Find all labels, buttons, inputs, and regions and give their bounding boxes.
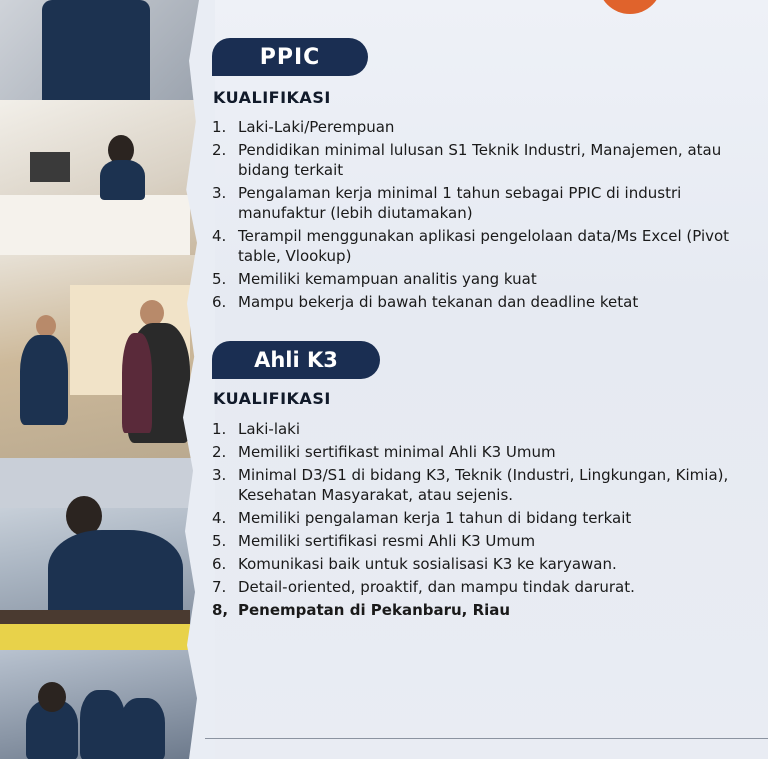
item-text: Pengalaman kerja minimal 1 tahun sebagai PPIC di industri manufaktur (lebih diutamakan) [238,184,682,222]
item-number: 5. [212,532,227,550]
item-text: Memiliki sertifikasi resmi Ahli K3 Umum [238,532,536,550]
item-number: 6. [212,293,227,311]
item-text: Detail-oriented, proaktif, dan mampu tindak darurat. [238,578,635,596]
list-item [212,442,742,462]
item-text: Komunikasi baik untuk sosialisasi K3 ke karyawan. [238,555,617,573]
ppic-requirements-list [212,117,752,315]
list-item [212,577,742,597]
item-text: Mampu bekerja di bawah tekanan dan deadline ketat [238,293,639,311]
item-text: Laki-Laki/Perempuan [238,118,395,136]
item-number: 7. [212,578,227,596]
list-item [212,117,752,137]
item-text: Laki-laki [238,420,301,438]
k3-qualification-heading: KUALIFIKASI [213,389,331,408]
item-text: Memiliki kemampuan analitis yang kuat [238,270,537,288]
list-item [212,269,752,289]
photo-office-desk [0,100,200,260]
list-item [212,292,752,312]
k3-requirements-list [212,419,742,623]
photo-training-room [0,650,200,759]
item-number: 5. [212,270,227,288]
list-item-location [212,600,742,620]
accent-circle [598,0,662,14]
photo-employee-uniform [0,0,200,108]
item-text: Memiliki sertifikast minimal Ahli K3 Umum [238,443,556,461]
item-number: 1. [212,420,227,438]
ppic-qualification-heading: KUALIFIKASI [213,88,331,107]
list-item [212,183,752,223]
item-number: 4. [212,227,227,245]
list-item [212,508,742,528]
item-number: 3. [212,184,227,202]
list-item [212,554,742,574]
list-item [212,226,752,266]
list-item [212,531,742,551]
item-number: 2. [212,141,227,159]
item-number: 4. [212,509,227,527]
item-text: Terampil menggunakan aplikasi pengelolaan data/Ms Excel (Pivot table, Vlookup) [238,227,730,265]
item-number: 6. [212,555,227,573]
photo-store-visit [0,255,200,465]
item-text: Memiliki pengalaman kerja 1 tahun di bidang terkait [238,509,632,527]
bottom-divider [205,738,768,739]
item-text: Pendidikan minimal lulusan S1 Teknik Industri, Manajemen, atau bidang terkait [238,141,722,179]
k3-title-badge: Ahli K3 [212,341,380,379]
item-number: 3. [212,466,227,484]
list-item [212,419,742,439]
item-number: 8, [212,601,229,619]
item-number: 1. [212,118,227,136]
list-item [212,140,752,180]
photo-collage [0,0,200,759]
item-number: 2. [212,443,227,461]
item-text: Minimal D3/S1 di bidang K3, Teknik (Industri, Lingkungan, Kimia), Kesehatan Masyarakat, atau sejenis. [238,466,729,504]
photo-production-line [0,458,200,658]
ppic-title-badge: PPIC [212,38,368,76]
item-text: Penempatan di Pekanbaru, Riau [238,601,511,619]
list-item [212,465,742,505]
